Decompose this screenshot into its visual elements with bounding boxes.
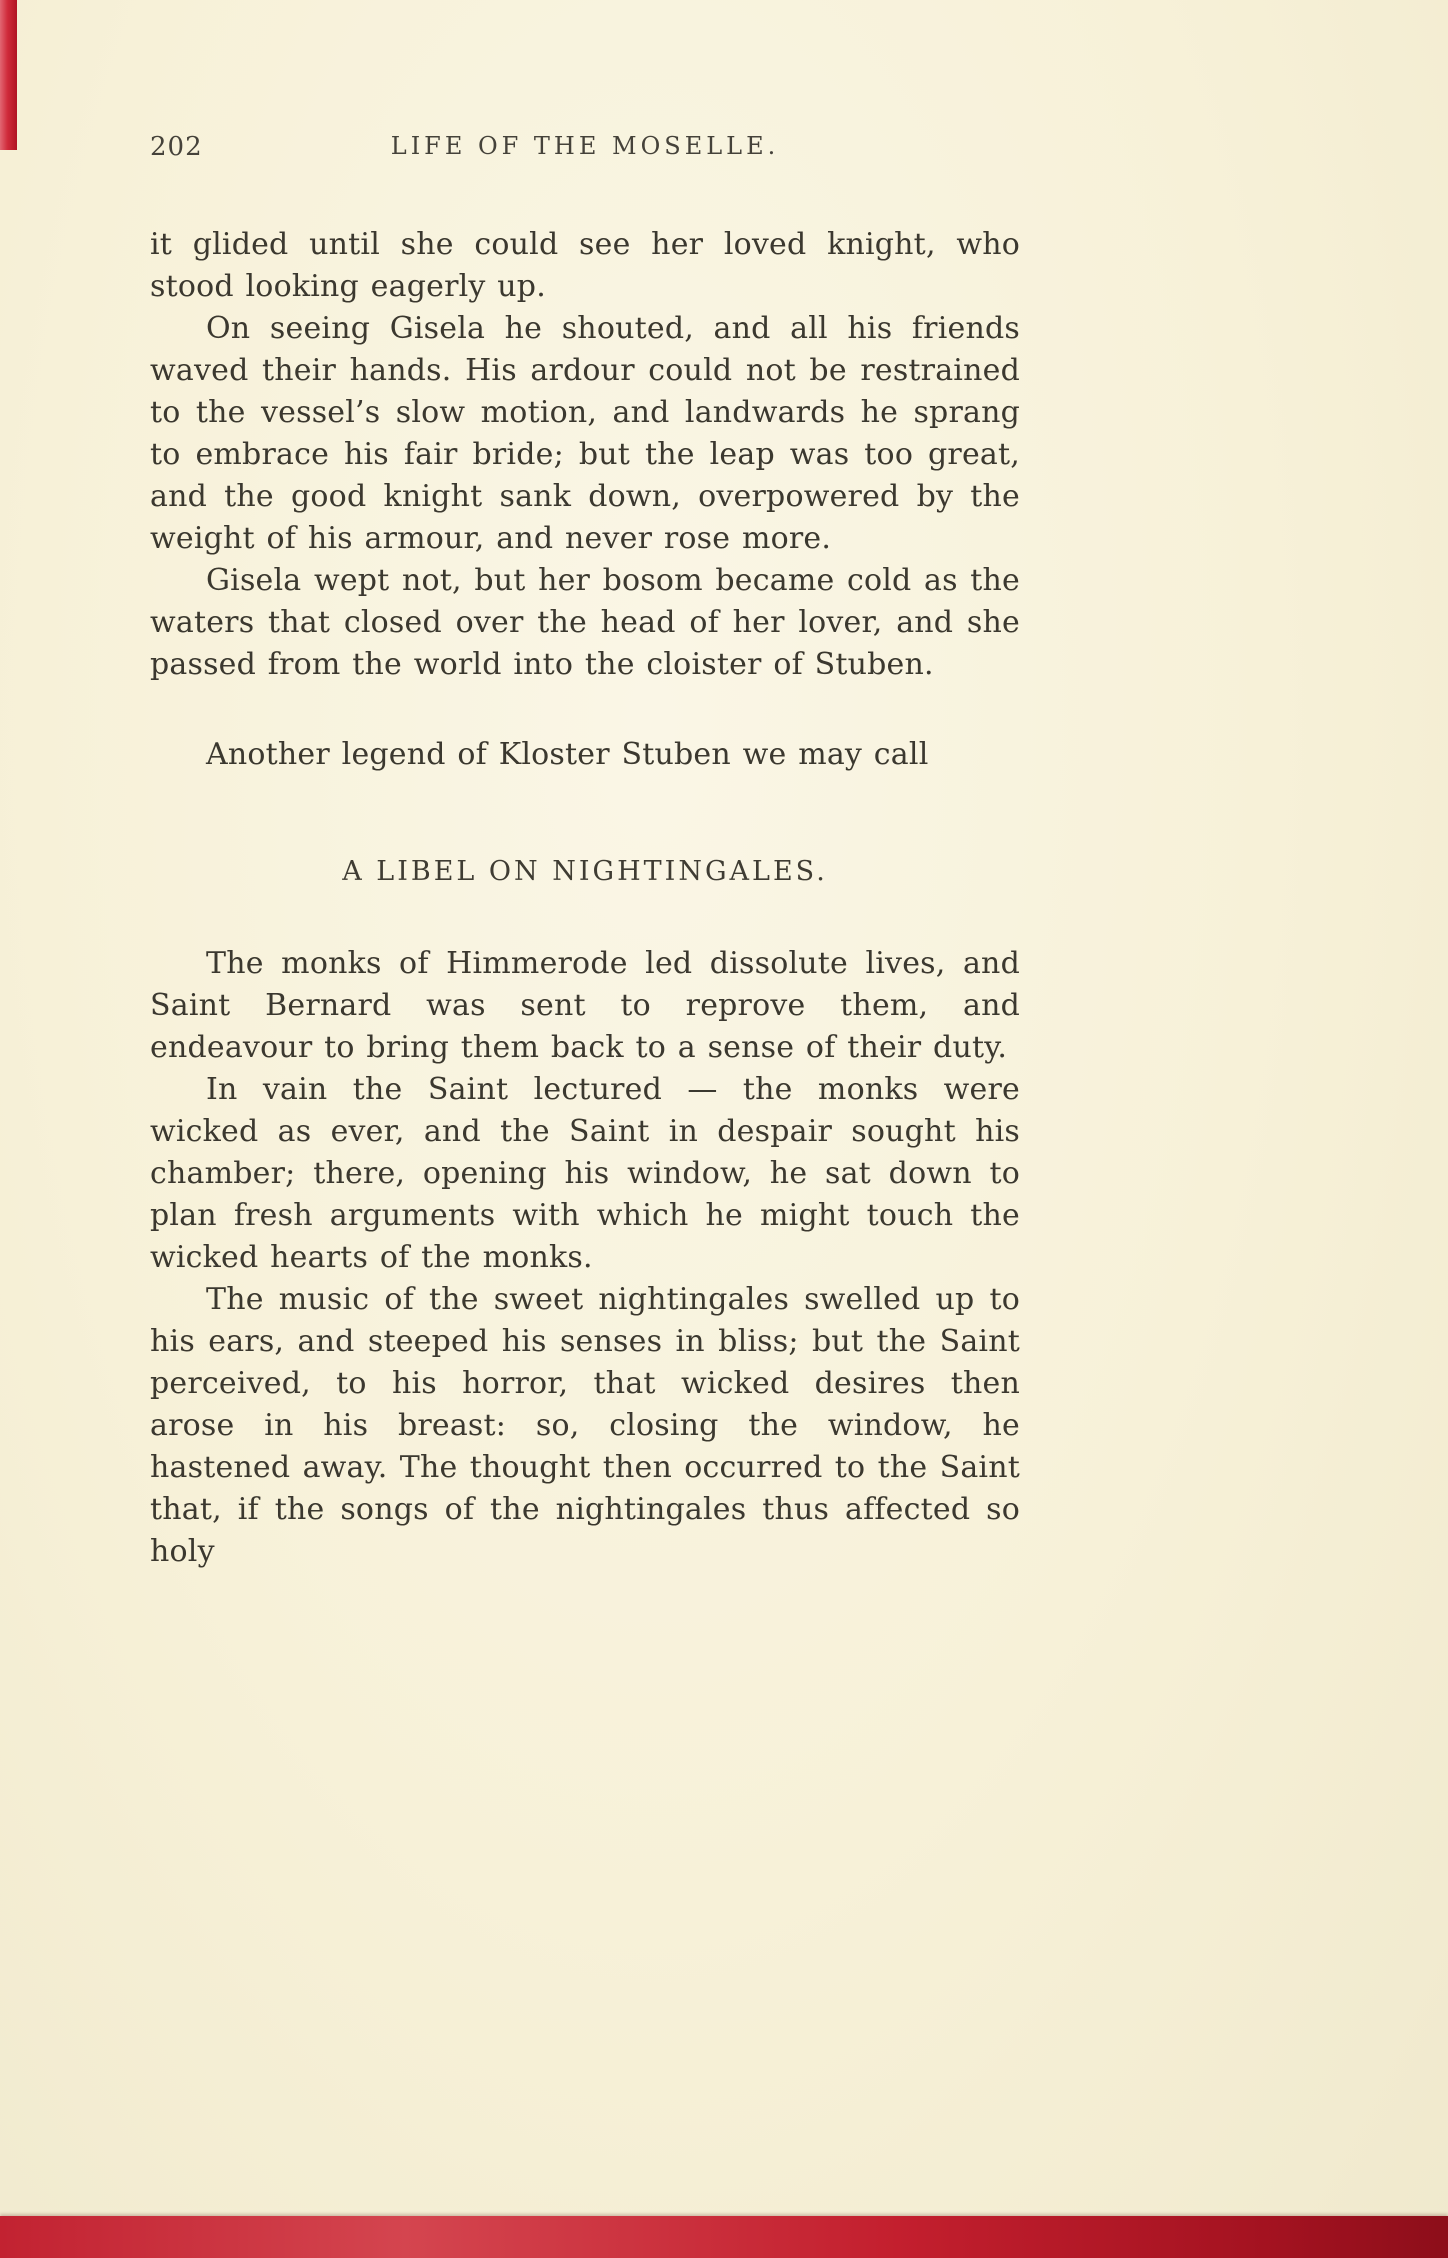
body-paragraph: The monks of Himmerode led dissolute lives, and Saint Bernard was sent to reprove them, and endeavour to bring them back to a sense of their duty. xyxy=(150,946,1020,1065)
page-number: 202 xyxy=(150,132,203,162)
section-heading: A LIBEL ON NIGHTINGALES. xyxy=(342,856,828,887)
body-paragraph: Gisela wept not, but her bosom became cold as the waters that closed over the head of her lover, and she passed from the world into the cloister of Stuben. xyxy=(150,563,1020,682)
running-header: LIFE OF THE MOSELLE. xyxy=(390,132,780,160)
body-paragraph: On seeing Gisela he shouted, and all his friends waved their hands. His ardour could not be restrained to the vessel’s slow motion, and landwards he sprang to embrace his fair bride; but the leap was too great, and the good knight sank down, overpowered by the weight of his armour, and never rose more. xyxy=(150,311,1020,556)
book-edge-bottom xyxy=(0,2216,1448,2258)
body-paragraph: The music of the sweet nightingales swelled up to his ears, and steeped his senses in bliss; but the Saint perceived, to his horror, that wicked desires then arose in his breast: so, closing the window, he hastened away. The thought then occurred to the Saint that, if the songs of the nightingales thus affected so holy xyxy=(150,1282,1020,1569)
book-edge-left xyxy=(0,0,17,150)
transition-line: Another legend of Kloster Stuben we may call xyxy=(206,737,929,772)
page-header xyxy=(150,132,1020,160)
body-paragraph: In vain the Saint lectured — the monks were wicked as ever, and the Saint in despair sought his chamber; there, opening his window, he sat down to plan fresh arguments with which he might touch the wicked hearts of the monks. xyxy=(150,1072,1020,1275)
page-text-block xyxy=(150,224,1020,1573)
body-paragraph: it glided until she could see her loved knight, who stood looking eagerly up. xyxy=(150,227,1020,304)
